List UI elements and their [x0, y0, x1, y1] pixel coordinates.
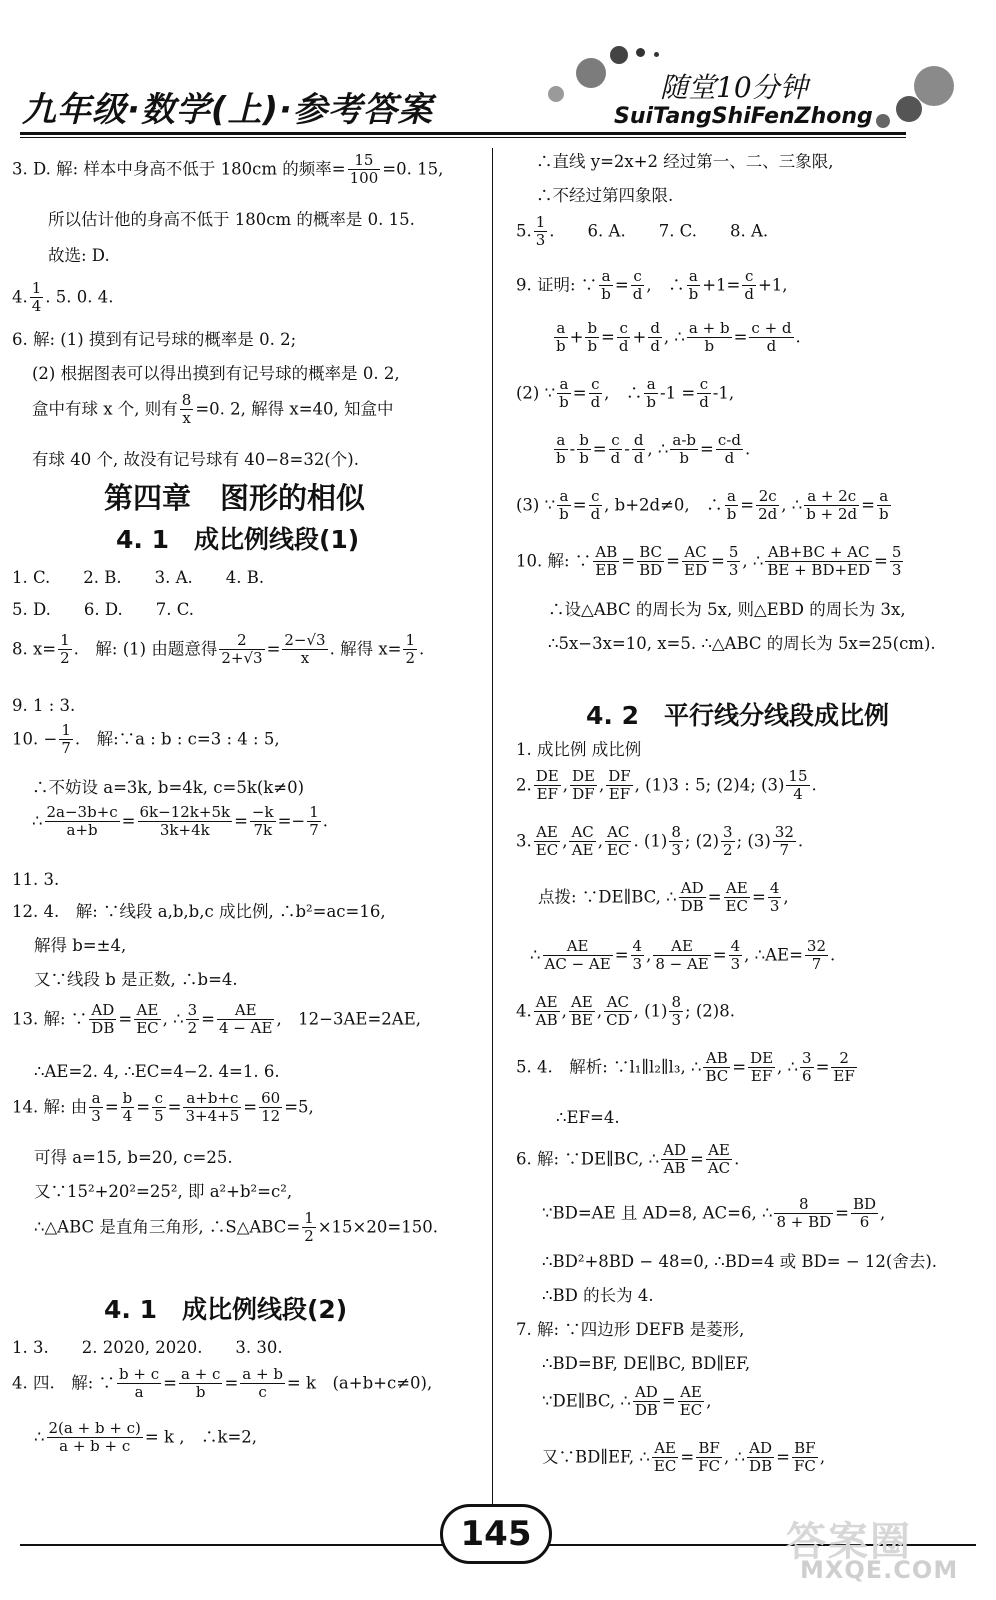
answer-9-part3: (3) ∵ $\frac{a}{b}$ = $\frac{c}{d}$ , b+2d≠0, ∴ $\frac{a}{b}$ = $\frac{2c}{2d}$ , ∴ $\frac{a + 2c}{b + 2d}$ = $\frac{a}{b}$ [516, 487, 889, 524]
fraction: $\frac{a}{b}$ [559, 375, 569, 412]
fraction: $\frac{2c}{2d}$ [758, 487, 778, 524]
fraction: $\frac{c}{d}$ [590, 487, 601, 524]
fraction: $\frac{AD}{DB}$ [749, 1439, 773, 1476]
section42-answer-5: 5. 4. 解析: ∵l₁∥l₂∥l₃, ∴ $\frac{AB}{BC}$ = $\frac{DE}{EF}$ , ∴ $\frac{3}{6}$ = $\frac{2}{EF}$ [516, 1049, 855, 1086]
section42-answer-3-hint2: ∴ $\frac{AE}{AC - AE}$ = $\frac{4}{3}$ , $\frac{AE}{8 - AE}$ = $\frac{4}{3}$ , ∴AE= $\frac{32}{7}$ . [530, 937, 836, 974]
section42-answer-1: 1. 成比例 成比例 [516, 740, 642, 759]
fraction: $\frac{AE}{8 - AE}$ [655, 937, 709, 974]
fraction: $\frac{a-b}{b}$ [672, 431, 697, 468]
fraction: $\frac{a + 2c}{b + 2d}$ [806, 487, 858, 524]
watermark-logo: 答案圈 [786, 1519, 912, 1565]
answer-4-5: 4. $\frac{1}{4}$ . 5. 0. 4. [12, 279, 114, 316]
section2-answer-4: 4. 四. 解: ∵ $\frac{b + c}{a}$ = $\frac{a + c}{b}$ = $\frac{a + b}{c}$ = k (a+b+c≠0), [12, 1365, 433, 1402]
fraction: $\frac{BF}{FC}$ [793, 1439, 816, 1476]
brand-pinyin: SuiTangShiFenZhong [614, 104, 873, 129]
fraction: $\frac{8}{x}$ [181, 391, 192, 428]
answer-12-line3: 又∵线段 b 是正数, ∴b=4. [34, 970, 238, 989]
fraction: $\frac{1}{4}$ [31, 279, 42, 316]
fraction: $\frac{d}{d}$ [633, 431, 644, 468]
answers-5-8: 5. $\frac{1}{3}$ . 6. A. 7. C. 8. A. [516, 213, 769, 250]
fraction: $\frac{AD}{DB}$ [91, 1001, 115, 1038]
answer-11: 11. 3. [12, 870, 60, 889]
fraction: $\frac{15}{100}$ [349, 151, 379, 188]
fraction: $\frac{3}{6}$ [802, 1049, 812, 1086]
fraction: $\frac{AD}{DB}$ [680, 879, 704, 916]
answer-9-part2: (2) ∵ $\frac{a}{b}$ = $\frac{c}{d}$ , ∴ $\frac{a}{b}$ -1 = $\frac{c}{d}$ -1, [516, 375, 735, 412]
fraction: $\frac{c}{d}$ [590, 375, 601, 412]
fraction: $\frac{a + b}{c}$ [242, 1365, 283, 1402]
fraction: $\frac{15}{4}$ [788, 767, 808, 804]
fraction: $\frac{a}{b}$ [556, 431, 566, 468]
fraction: $\frac{8}{3}$ [671, 993, 682, 1030]
fraction: $\frac{AE}{EC}$ [653, 1439, 677, 1476]
header-rule [20, 132, 906, 135]
continued-line1: ∴直线 y=2x+2 经过第一、二、三象限, [536, 152, 834, 171]
fraction: $\frac{DF}{EF}$ [608, 767, 631, 804]
fraction: $\frac{32}{7}$ [806, 937, 827, 974]
section2-answer-4-line2: ∴ $\frac{2(a + b + c)}{a + b + c}$ = k , ∴k=2, [34, 1419, 258, 1456]
fraction: $\frac{a}{b}$ [646, 375, 657, 412]
answer-8: 8. x= $\frac{1}{2}$ . 解: (1) 由题意得 $\frac{2}{2+√3}$ = $\frac{2-√3}{x}$ . 解得 x= $\frac{1}{2}$ . [12, 631, 425, 668]
answer-6-line3: 盒中有球 x 个, 则有 $\frac{8}{x}$ =0. 2, 解得 x=40, 知盒中 [32, 391, 394, 428]
fraction: $\frac{AE}{EC}$ [725, 879, 748, 916]
answer-9-line2: $\frac{a}{b}$ + $\frac{b}{b}$ = $\frac{c}{d}$ + $\frac{d}{d}$ , ∴ $\frac{a + b}{b}$ = $\frac{c + d}{d}$ . [556, 319, 801, 356]
fraction: $\frac{c}{5}$ [154, 1089, 164, 1126]
fraction: $\frac{1}{7}$ [309, 803, 319, 840]
fraction: $\frac{8}{3}$ [671, 823, 681, 860]
fraction: $\frac{4}{3}$ [632, 937, 643, 974]
fraction: $\frac{AB}{BC}$ [705, 1049, 729, 1086]
fraction: $\frac{1}{2}$ [405, 631, 416, 668]
fraction: $\frac{32}{7}$ [774, 823, 794, 860]
page-header-title: 九年级·数学(上)·参考答案 [22, 90, 433, 130]
fraction: $\frac{AC}{EC}$ [607, 823, 630, 860]
fraction: $\frac{1}{2}$ [304, 1209, 314, 1246]
fraction: $\frac{AE}{AB}$ [535, 993, 558, 1030]
fraction: $\frac{a}{b}$ [726, 487, 737, 524]
fraction: $\frac{AD}{DB}$ [634, 1383, 658, 1420]
section42-answer-6-line3: ∴BD²+8BD − 48=0, ∴BD=4 或 BD= − 12(舍去). [542, 1252, 938, 1271]
fraction: $\frac{a}{3}$ [91, 1089, 101, 1126]
answer-3: 3. D. 解: 样本中身高不低于 180cm 的频率= $\frac{15}{100}$ =0. 15, [12, 151, 444, 188]
fraction: $\frac{BD}{6}$ [852, 1195, 877, 1232]
fraction: $\frac{AB+BC + AC}{BE + BD+ED}$ [767, 543, 871, 580]
fraction: $\frac{8}{8 + BD}$ [776, 1195, 832, 1232]
section42-answer-3-hint: 点拨: ∵DE∥BC, ∴ $\frac{AD}{DB}$ = $\frac{AE}{EC}$ = $\frac{4}{3}$ , [538, 879, 789, 916]
section-title-4-2: 4. 2 平行线分线段成比例 [586, 701, 889, 730]
chapter-title: 第四章 图形的相似 [104, 481, 366, 515]
fraction: $\frac{DE}{EF}$ [535, 767, 559, 804]
fraction: $\frac{c-d}{d}$ [717, 431, 741, 468]
section42-answer-6-line2: ∵BD=AE 且 AD=8, AC=6, ∴ $\frac{8}{8 + BD}$ = $\frac{BD}{6}$ , [542, 1195, 886, 1232]
fraction: $\frac{d}{d}$ [650, 319, 660, 356]
section-title-4-1-part1: 4. 1 成比例线段(1) [116, 525, 360, 554]
answer-10: 10. − $\frac{1}{7}$ . 解:∵a : b : c=3 : 4 : 5, [12, 721, 280, 758]
fraction: $\frac{AD}{AB}$ [663, 1141, 687, 1178]
section2-answers-1-3: 1. 3. 2. 2020, 2020. 3. 30. [12, 1338, 283, 1357]
fraction: $\frac{a + b}{b}$ [688, 319, 730, 356]
section42-answer-6-line4: ∴BD 的长为 4. [542, 1286, 654, 1305]
fraction: $\frac{b}{b}$ [579, 431, 589, 468]
answer-13: 13. 解: ∵ $\frac{AD}{DB}$ = $\frac{AE}{EC}$ , ∴ $\frac{3}{2}$ = $\frac{AE}{4 - AE}$ , 12−3AE=2AE, [12, 1001, 421, 1038]
fraction: $\frac{4}{3}$ [730, 937, 741, 974]
fraction: $\frac{a}{b}$ [601, 267, 611, 304]
fraction: $\frac{4}{3}$ [769, 879, 780, 916]
fraction: $\frac{AB}{EB}$ [595, 543, 618, 580]
decor-dot [876, 114, 890, 128]
fraction: $\frac{2-√3}{x}$ [284, 631, 326, 668]
fraction: $\frac{AC}{ED}$ [684, 543, 707, 580]
fraction: $\frac{5}{3}$ [891, 543, 902, 580]
fraction: $\frac{AE}{EC}$ [535, 823, 559, 860]
fraction: $\frac{b}{4}$ [122, 1089, 133, 1126]
fraction: $\frac{1}{2}$ [60, 631, 70, 668]
continued-line2: ∴不经过第四象限. [536, 186, 674, 205]
brand-chinese: 随堂10分钟 [660, 71, 808, 104]
fraction: $\frac{3}{2}$ [187, 1001, 198, 1038]
answer-6-line4: 有球 40 个, 故没有记号球有 40−8=32(个). [32, 450, 359, 469]
answer-9: 9. 1 : 3. [12, 696, 76, 715]
decor-dot [610, 46, 628, 64]
fraction: $\frac{6k-12k+5k}{3k+4k}$ [139, 803, 231, 840]
answer-6-line1: 6. 解: (1) 摸到有记号球的概率是 0. 2; [12, 330, 297, 349]
decor-dot [914, 66, 954, 106]
section42-answer-7-line4: 又∵BD∥EF, ∴ $\frac{AE}{EC}$ = $\frac{BF}{FC}$ , ∴ $\frac{AD}{DB}$ = $\frac{BF}{FC}$ , [542, 1439, 826, 1476]
fraction: $\frac{a}{b}$ [878, 487, 889, 524]
answers-1-4: 1. C. 2. B. 3. A. 4. B. [12, 568, 265, 587]
answer-12-line1: 12. 4. 解: ∵线段 a,b,b,c 成比例, ∴b²=ac=16, [12, 902, 386, 921]
fraction: $\frac{2(a + b + c)}{a + b + c}$ [48, 1419, 141, 1456]
section42-answer-7-line1: 7. 解: ∵四边形 DEFB 是菱形, [516, 1320, 745, 1339]
section42-answer-7-line3: ∵DE∥BC, ∴ $\frac{AD}{DB}$ = $\frac{AE}{EC}$ , [542, 1383, 712, 1420]
fraction: $\frac{a + c}{b}$ [180, 1365, 221, 1402]
answers-5-7: 5. D. 6. D. 7. C. [12, 600, 195, 619]
answer-6-line2: (2) 根据图表可以得出摸到有记号球的概率是 0. 2, [32, 364, 400, 383]
fraction: $\frac{b + c}{a}$ [119, 1365, 160, 1402]
fraction: $\frac{AE}{AC}$ [707, 1141, 731, 1178]
fraction: $\frac{BC}{BD}$ [639, 543, 663, 580]
answer-3-line3: 故选: D. [48, 246, 110, 265]
watermark-url: MXQE.COM [800, 1556, 959, 1584]
fraction: $\frac{a}{b}$ [688, 267, 699, 304]
fraction: $\frac{AE}{4 - AE}$ [219, 1001, 273, 1038]
fraction: $\frac{AE}{EC}$ [136, 1001, 159, 1038]
fraction: $\frac{AC}{AE}$ [571, 823, 594, 860]
answer-10-line2: ∴设△ABC 的周长为 5x, 则△EBD 的周长为 3x, [548, 600, 906, 619]
fraction: $\frac{c}{d}$ [744, 267, 754, 304]
fraction: $\frac{c}{d}$ [618, 319, 629, 356]
fraction: $\frac{1}{3}$ [535, 213, 546, 250]
answer-14: 14. 解: 由 $\frac{a}{3}$ = $\frac{b}{4}$ = $\frac{c}{5}$ = $\frac{a+b+c}{3+4+5}$ = $\frac{60}{12}$ =5, [12, 1089, 314, 1126]
fraction: $\frac{60}{12}$ [261, 1089, 281, 1126]
section-title-4-1-part2: 4. 1 成比例线段(2) [104, 1295, 348, 1324]
column-divider [492, 148, 493, 1533]
header-rule-thin [20, 137, 906, 138]
answer-10-line3: ∴5x−3x=10, x=5. ∴△ABC 的周长为 5x=25(cm). [548, 634, 936, 653]
answer-10: 10. 解: ∵ $\frac{AB}{EB}$ = $\frac{BC}{BD}$ = $\frac{AC}{ED}$ = $\frac{5}{3}$ , ∴ $\frac{AB+BC + AC}{BE + BD+ED}$ = $\frac{5}{3}$ [516, 543, 902, 580]
answer-14-line3: 又∵15²+20²=25², 即 a²+b²=c², [34, 1182, 293, 1201]
answer-14-line2: 可得 a=15, b=20, c=25. [34, 1148, 233, 1167]
fraction: $\frac{b}{b}$ [587, 319, 598, 356]
answer-10-line2: ∴不妨设 a=3k, b=4k, c=5k(k≠0) [32, 778, 305, 797]
fraction: $\frac{AE}{EC}$ [679, 1383, 703, 1420]
fraction: $\frac{c}{d}$ [610, 431, 621, 468]
fraction: $\frac{AE}{AC - AE}$ [544, 937, 611, 974]
fraction: $\frac{2}{2+√3}$ [221, 631, 263, 668]
fraction: $\frac{DE}{EF}$ [750, 1049, 774, 1086]
fraction: $\frac{a}{b}$ [559, 487, 569, 524]
section42-answer-3: 3. $\frac{AE}{EC}$ , $\frac{AC}{AE}$ , $\frac{AC}{EC}$ . (1) $\frac{8}{3}$ ; (2) $\frac{3}{2}$ ; (3) $\frac{32}{7}$ . [516, 823, 804, 860]
decor-dot [548, 86, 564, 102]
fraction: $\frac{c + d}{d}$ [751, 319, 792, 356]
fraction: $\frac{-k}{7k}$ [251, 803, 274, 840]
answer-12-line2: 解得 b=±4, [34, 936, 127, 955]
decor-dot [896, 96, 922, 122]
fraction: $\frac{a+b+c}{3+4+5}$ [185, 1089, 240, 1126]
decor-dot [654, 52, 659, 57]
fraction: $\frac{AE}{BE}$ [570, 993, 593, 1030]
page-number: 145 [440, 1504, 552, 1564]
answer-9-line1: 9. 证明: ∵ $\frac{a}{b}$ = $\frac{c}{d}$ , ∴ $\frac{a}{b}$ +1= $\frac{c}{d}$ +1, [516, 267, 788, 304]
fraction: $\frac{a}{b}$ [556, 319, 566, 356]
answer-13-line2: ∴AE=2. 4, ∴EC=4−2. 4=1. 6. [34, 1062, 280, 1081]
answer-9-part2-line2: $\frac{a}{b}$ - $\frac{b}{b}$ = $\frac{c}{d}$ - $\frac{d}{d}$ , ∴ $\frac{a-b}{b}$ = $\frac{c-d}{d}$ . [556, 431, 751, 468]
section42-answer-5-line2: ∴EF=4. [556, 1108, 620, 1127]
answer-10-line3: ∴ $\frac{2a-3b+c}{a+b}$ = $\frac{6k-12k+5k}{3k+4k}$ = $\frac{-k}{7k}$ =− $\frac{1}{7}$ . [32, 803, 329, 840]
decor-dot [576, 58, 606, 88]
section42-answer-2: 2. $\frac{DE}{EF}$ , $\frac{DE}{DF}$ , $\frac{DF}{EF}$ , (1)3 : 5; (2)4; (3) $\frac{15}{4}$ . [516, 767, 817, 804]
answer-14-line4: ∴△ABC 是直角三角形, ∴S△ABC= $\frac{1}{2}$ ×15×20=150. [34, 1209, 438, 1246]
fraction: $\frac{3}{2}$ [723, 823, 733, 860]
section42-answer-6: 6. 解: ∵DE∥BC, ∴ $\frac{AD}{AB}$ = $\frac{AE}{AC}$ . [516, 1141, 740, 1178]
section42-answer-7-line2: ∴BD=BF, DE∥BC, BD∥EF, [542, 1354, 751, 1373]
fraction: $\frac{BF}{FC}$ [698, 1439, 721, 1476]
fraction: $\frac{2}{EF}$ [833, 1049, 855, 1086]
decor-dot [636, 48, 645, 57]
fraction: $\frac{1}{7}$ [61, 721, 71, 758]
fraction: $\frac{2a-3b+c}{a+b}$ [46, 803, 118, 840]
section42-answer-4: 4. $\frac{AE}{AB}$ , $\frac{AE}{BE}$ , $\frac{AC}{CD}$ , (1) $\frac{8}{3}$ ; (2)8. [516, 993, 735, 1030]
fraction: $\frac{AC}{CD}$ [606, 993, 630, 1030]
fraction: $\frac{5}{3}$ [728, 543, 739, 580]
fraction: $\frac{DE}{DF}$ [571, 767, 595, 804]
fraction: $\frac{c}{d}$ [699, 375, 709, 412]
fraction: $\frac{c}{d}$ [632, 267, 643, 304]
answer-3-line2: 所以估计他的身高不低于 180cm 的概率是 0. 15. [48, 210, 415, 229]
